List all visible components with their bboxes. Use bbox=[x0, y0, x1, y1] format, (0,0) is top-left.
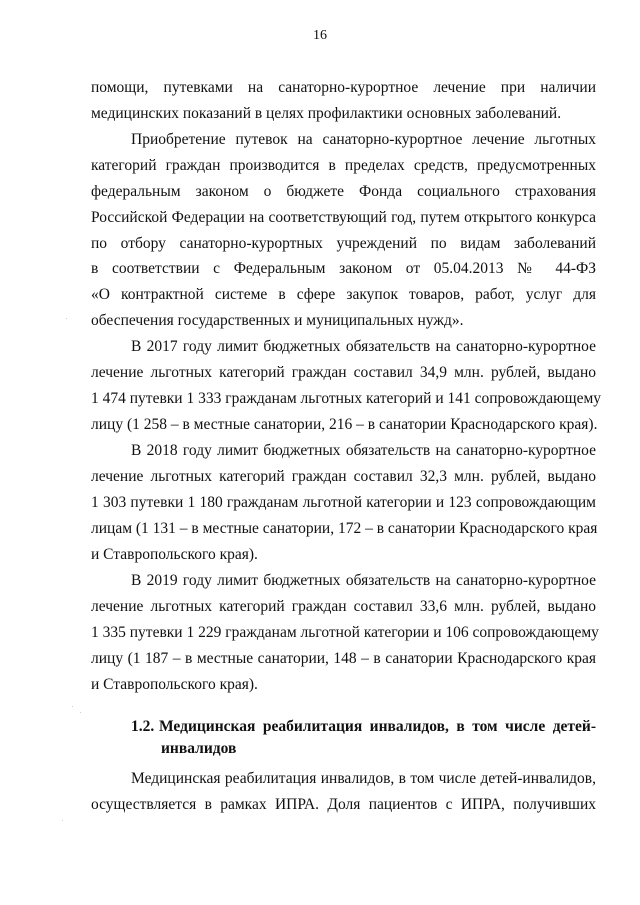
text-line: и Ставропольского края). bbox=[91, 545, 258, 563]
text-line: лечение льготных категорий граждан составил 32,3 млн. рублей, выдано bbox=[91, 467, 596, 485]
scan-speck bbox=[66, 318, 67, 319]
text-line: обеспечения государственных и муниципальных нужд». bbox=[91, 312, 464, 330]
text-line: категорий граждан производится в пределах средств, предусмотренных bbox=[91, 156, 596, 174]
text-line: лицу (1 258 – в местные санатории, 216 – в санатории Краснодарского края). bbox=[91, 415, 598, 433]
paragraph-2018 bbox=[91, 438, 596, 567]
text-line: лечение льготных категорий граждан составил 34,9 млн. рублей, выдано bbox=[91, 363, 596, 381]
paragraph-continuation bbox=[91, 75, 596, 127]
text-line: медицинских показаний в целях профилактики основных заболеваний. bbox=[91, 104, 562, 122]
text-line: лицу (1 187 – в местные санатории, 148 – в санатории Краснодарского края bbox=[91, 649, 596, 667]
text-line: «О контрактной системе в сфере закупок товаров, работ, услуг для bbox=[91, 286, 596, 304]
text-line: лечение льготных категорий граждан составил 33,6 млн. рублей, выдано bbox=[91, 597, 596, 615]
section-heading bbox=[131, 716, 596, 760]
text-line: осуществляется в рамках ИПРА. Доля пациентов с ИПРА, получивших bbox=[91, 795, 596, 813]
text-line: помощи, путевками на санаторно-курортное лечение при наличии bbox=[91, 79, 596, 96]
text-line: федеральным законом о бюджете Фонда социального страхования bbox=[91, 182, 596, 200]
text-line: и Ставропольского края). bbox=[91, 675, 258, 693]
paragraph-rehabilitation bbox=[91, 766, 596, 818]
text-line: Приобретение путевок на санаторно-курортное лечение льготных bbox=[131, 131, 596, 148]
section-heading-line bbox=[131, 716, 596, 738]
text-line: 1 303 путевки 1 180 гражданам льготной категории и 123 сопровождающим bbox=[91, 493, 596, 511]
text-line: В 2017 году лимит бюджетных обязательств на санаторно-курортное bbox=[131, 338, 596, 355]
text-line: 1 335 путевки 1 229 гражданам льготной категории и 106 сопровождающему bbox=[91, 623, 599, 641]
scan-speck bbox=[80, 712, 81, 713]
text-line: 1 474 путевки 1 333 гражданам льготных категорий и 141 сопровождающему bbox=[91, 389, 602, 407]
section-title-line1: Медицинская реабилитация инвалидов, в том числе детей- bbox=[159, 718, 596, 735]
page-number: 16 bbox=[313, 28, 327, 43]
section-title-line2: инвалидов bbox=[161, 740, 237, 757]
text-line: лицам (1 131 – в местные санатории, 172 – в санатории Краснодарского края bbox=[91, 519, 598, 537]
text-line: В 2018 году лимит бюджетных обязательств на санаторно-курортное bbox=[131, 442, 596, 459]
paragraph-2019 bbox=[91, 568, 599, 697]
text-line: в соответствии с Федеральным законом от 05.04.2013 № 44-ФЗ bbox=[91, 260, 596, 278]
section-number: 1.2. bbox=[131, 718, 155, 735]
text-line: Медицинская реабилитация инвалидов, в том числе детей-инвалидов, bbox=[131, 770, 596, 787]
scan-speck bbox=[72, 706, 73, 707]
text-line: В 2019 году лимит бюджетных обязательств на санаторно-курортное bbox=[131, 572, 596, 589]
text-line: по отбору санаторно-курортных учреждений по видам заболеваний bbox=[91, 234, 596, 252]
paragraph-voucher-purchase bbox=[91, 127, 596, 334]
scan-speck bbox=[62, 820, 63, 821]
paragraph-2017 bbox=[91, 334, 602, 438]
text-line: Российской Федерации на соответствующий год, путем открытого конкурса bbox=[91, 208, 596, 226]
